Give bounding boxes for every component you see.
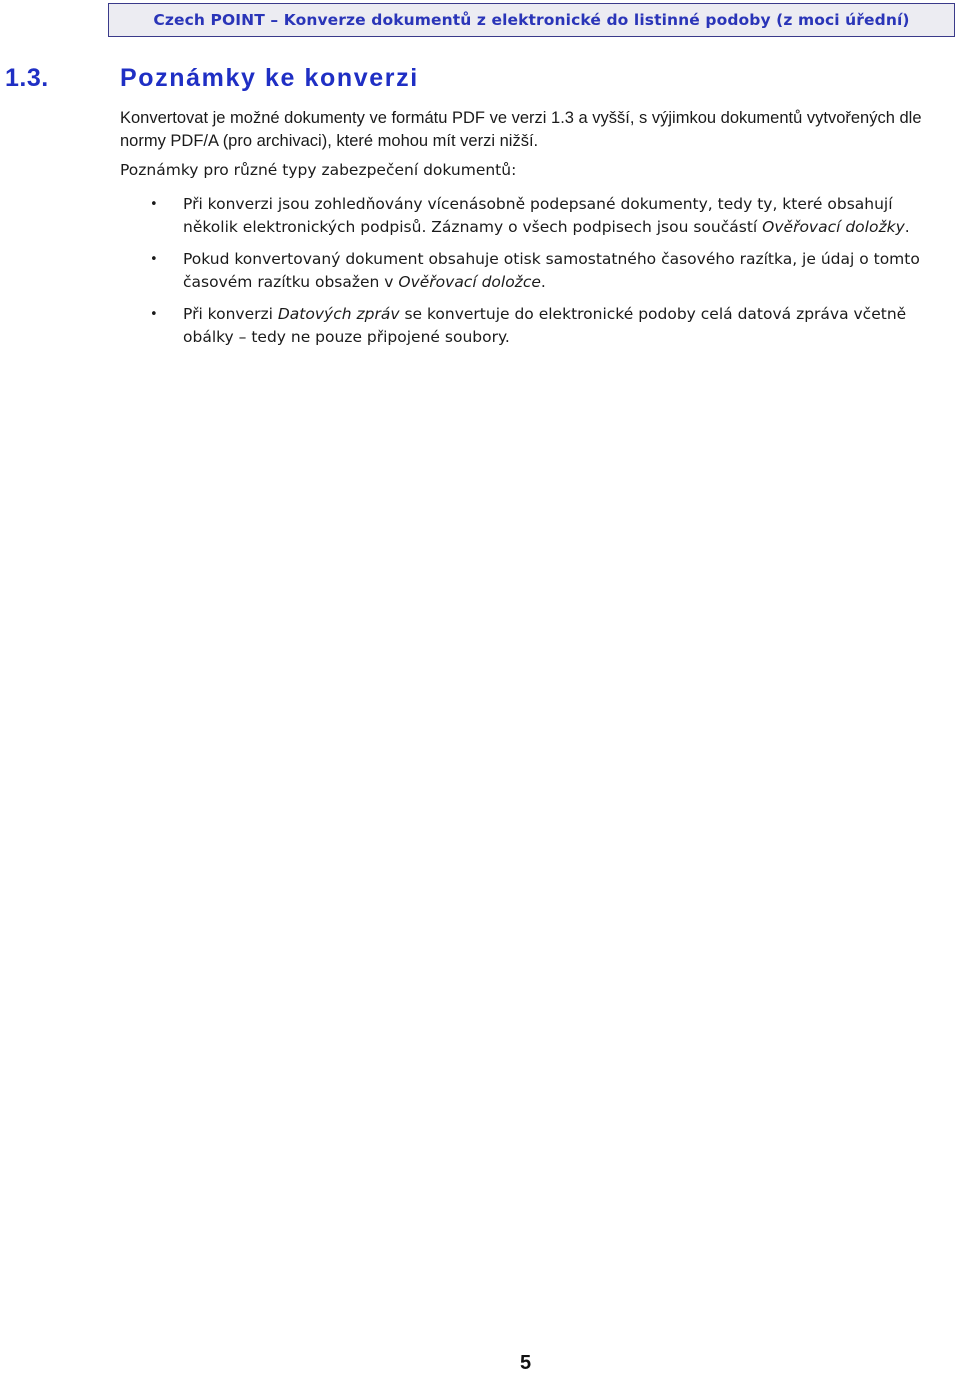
list-item-text: Při konverzi [183, 305, 278, 323]
bullet-icon: • [150, 307, 158, 322]
notes-list [0, 193, 960, 358]
list-item-text-end: . [904, 218, 910, 236]
section-number: 1.3. [5, 64, 49, 92]
list-item-emphasis: Ověřovací doložce [398, 273, 541, 291]
section-heading [0, 64, 960, 100]
document-header-title: Czech POINT – Konverze dokumentů z elektronické do listinné podoby (z moci úřední) [153, 11, 910, 29]
bullet-icon: • [150, 197, 158, 212]
section-title: Poznámky ke konverzi [120, 64, 419, 92]
list-item-emphasis: Ověřovací doložky [762, 218, 905, 236]
list-item [0, 248, 960, 294]
list-item-emphasis: Datových zpráv [277, 305, 400, 323]
bullet-icon: • [150, 252, 158, 267]
list-item-text: Při konverzi jsou zohledňovány vícenásobně podepsané dokumenty, tedy ty, které obsahují několik elektronických podpisů. Záznamy o všech podpisech jsou součástí [183, 195, 893, 236]
document-header [108, 3, 955, 37]
list-item-text-end: se konvertuje do elektronické podoby celá datová zpráva včetně obálky – tedy ne pouze připojené soubory. [183, 305, 907, 346]
list-item-text-end: . [540, 273, 546, 291]
intro-paragraph: Konvertovat je možné dokumenty ve formátu PDF ve verzi 1.3 a vyšší, s výjimkou dokumentů vytvořených dle normy PDF/A (pro archivaci), které mohou mít verzi nižší. [120, 109, 922, 150]
list-item [0, 193, 960, 239]
notes-lead-paragraph: Poznámky pro různé typy zabezpečení dokumentů: [120, 161, 517, 179]
list-item [0, 303, 960, 349]
page-number: 5 [520, 1352, 532, 1374]
list-item-text: Pokud konvertovaný dokument obsahuje otisk samostatného časového razítka, je údaj o tomto časovém razítku obsažen v [183, 250, 920, 291]
